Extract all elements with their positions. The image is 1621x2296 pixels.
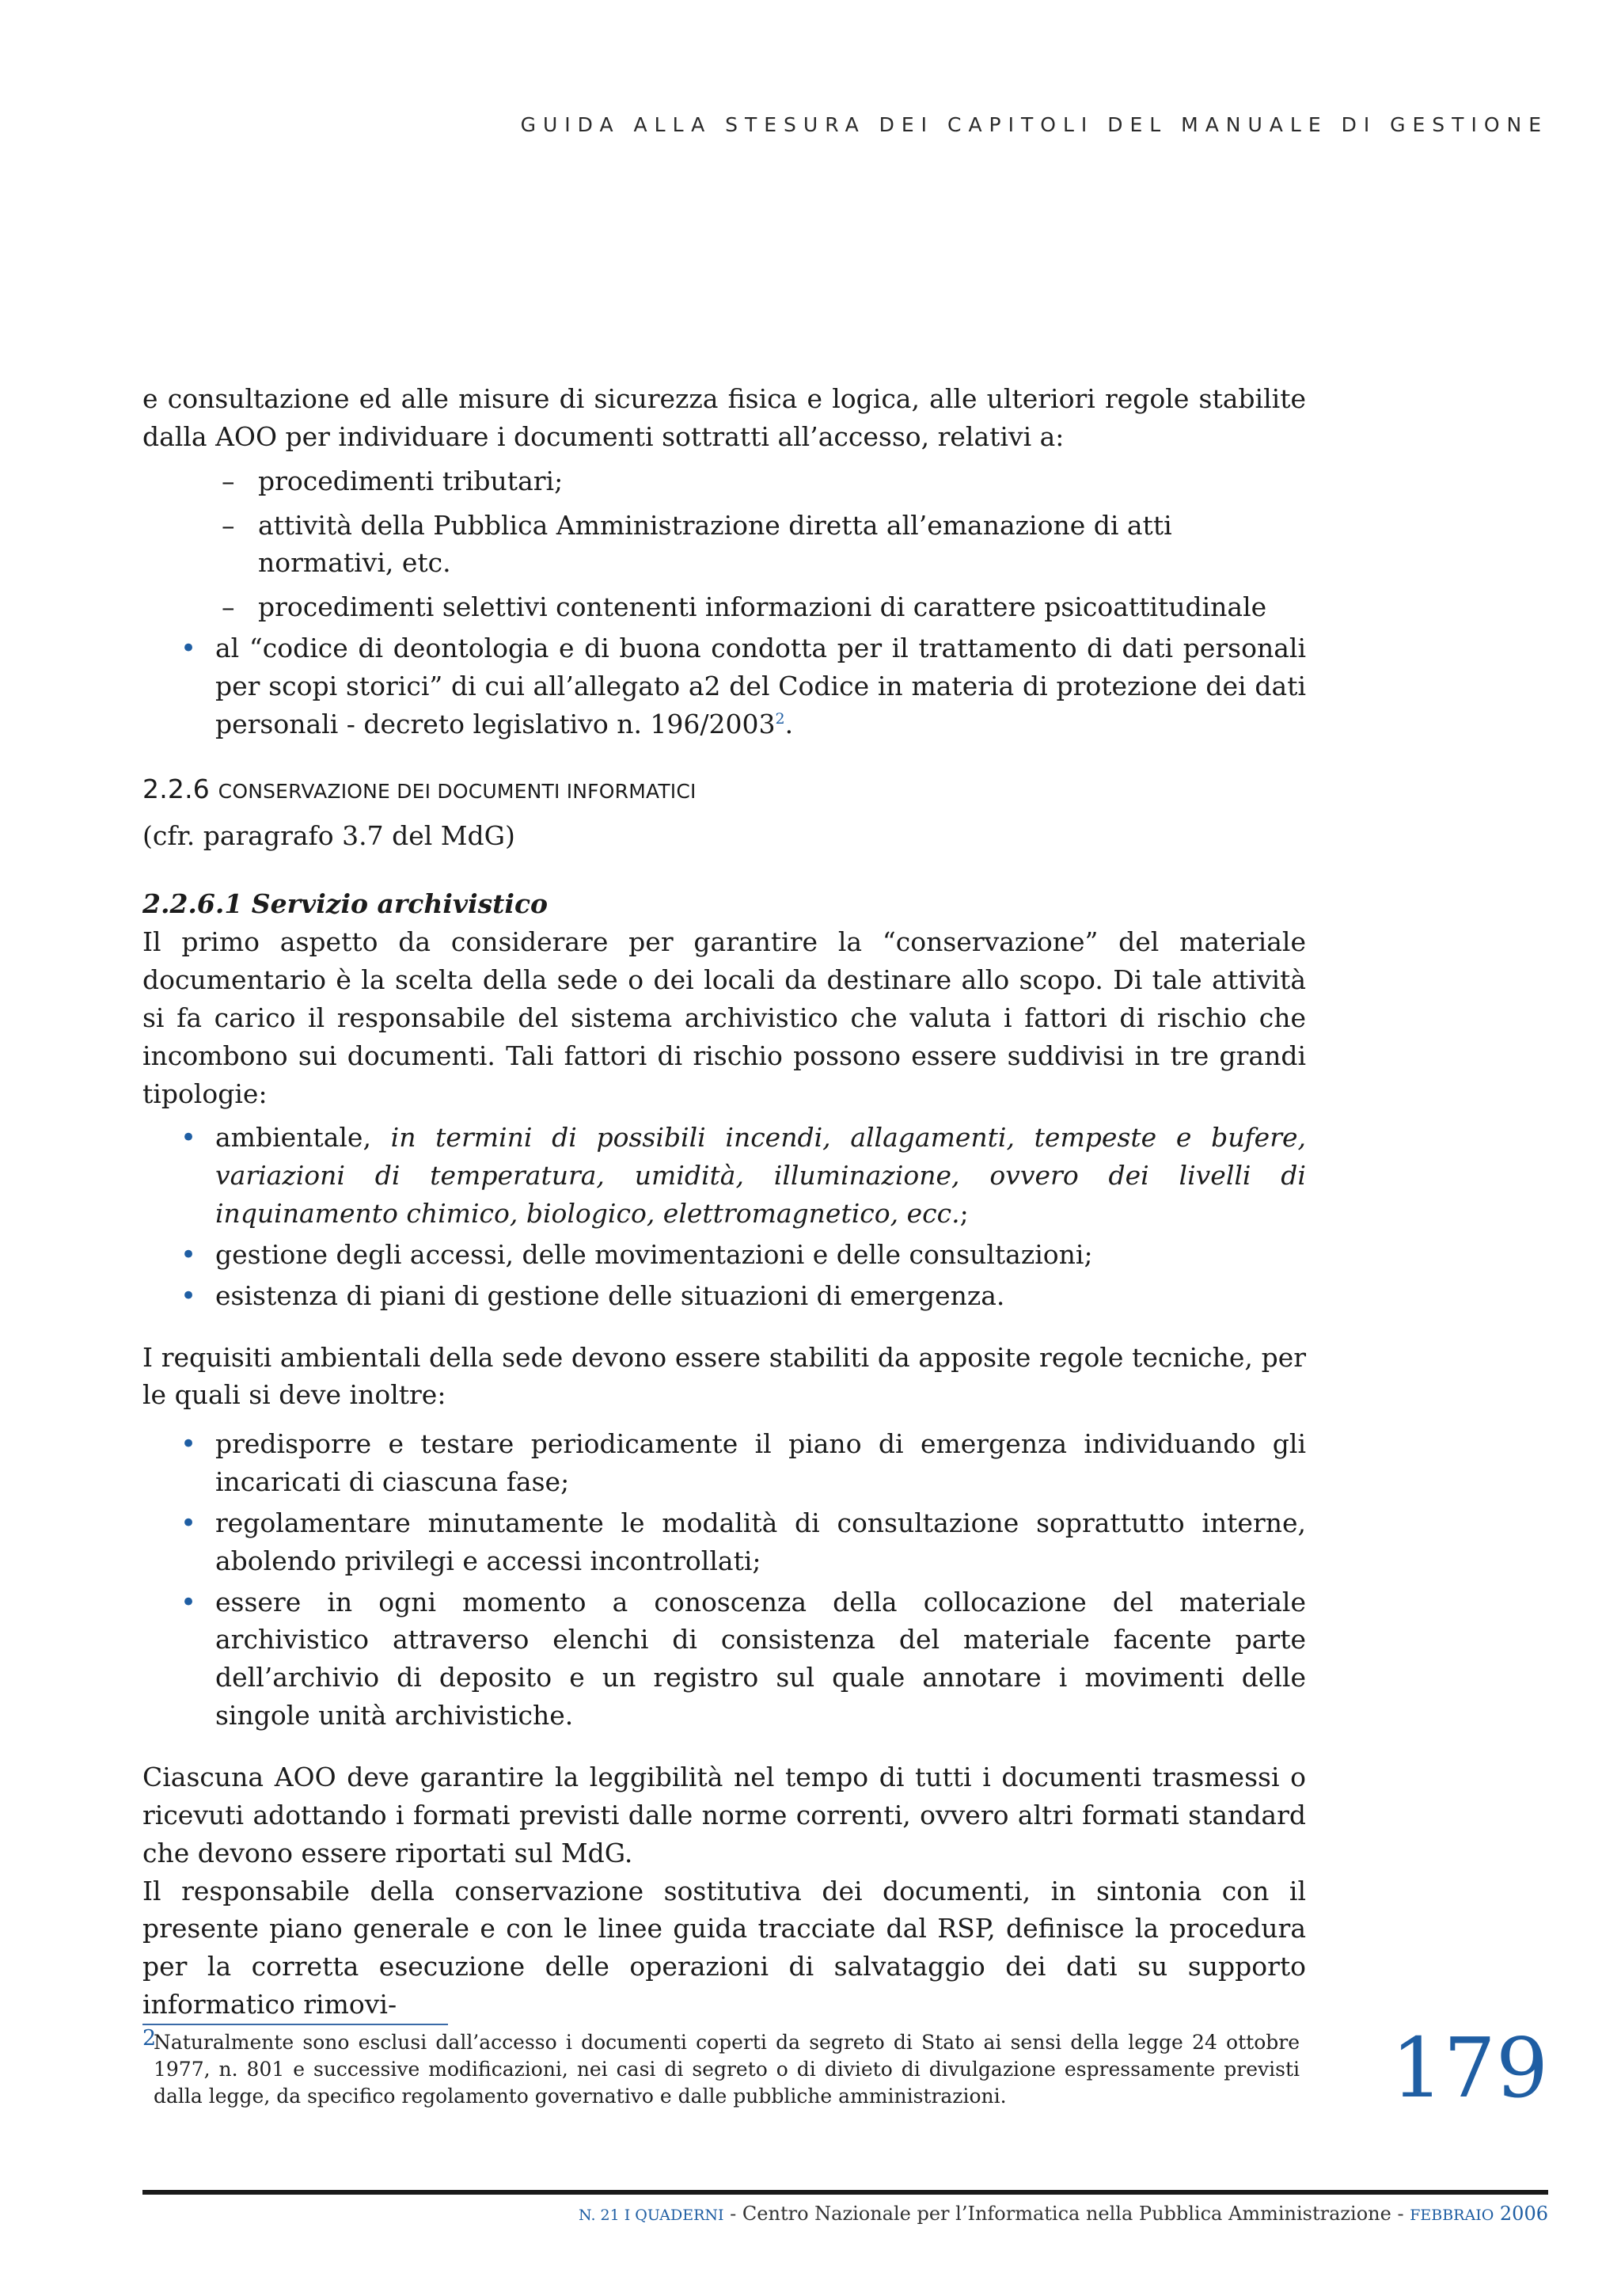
subsection-heading: 2.2.6.1 Servizio archivistico <box>142 888 549 920</box>
intro-paragraph: e consultazione ed alle misure di sicurezza fisica e logica, alle ulteriori regole stabilite dalla AOO per individuare i documenti sottratti all’accesso, relativi a: <box>142 383 1306 452</box>
bullet-item <box>142 1119 1306 1233</box>
bullet-tail: ; <box>959 1198 969 1230</box>
bullet-text: al “codice di deontologia e di buona condotta per il trattamento di dati personali per scopi storici” di cui all’allegato a2 del Codice in materia di protezione dei dati personali - decreto legislativo n. 196/2003 <box>215 633 1306 739</box>
footnote-text: Naturalmente sono esclusi dall’accesso i documenti coperti da segreto di Stato ai sensi della legge 24 ottobre 1977, n. 801 e successive modificazioni, nei casi di segreto o di divieto di divulgazione espressamente previsti dalla legge, da specifico regolamento governativo e dalle pubbliche amministrazioni. <box>154 2031 1300 2108</box>
dash-item: – attività della Pubblica Amministrazione diretta all’emanazione di atti normativi, etc. <box>142 507 1306 583</box>
bullet-text: regolamentare minutamente le modalità di consultazione soprattutto interne, abolendo privilegi e accessi incontrollati; <box>215 1507 1306 1576</box>
footer-issue: N. 21 I QUADERNI <box>579 2207 724 2224</box>
intro-bullet-list <box>142 629 1306 743</box>
bullet-item <box>142 1425 1306 1501</box>
dash-item: – procedimenti tributari; <box>142 462 1306 500</box>
footer-publisher: Centro Nazionale per l’Informatica nella Pubblica Amministrazione <box>742 2203 1391 2225</box>
footer-year: 2006 <box>1494 2203 1548 2225</box>
bullet-text: gestione degli accessi, delle movimentazioni e delle consultazioni; <box>215 1238 1093 1270</box>
bullet-item <box>142 1504 1306 1580</box>
requirements-list <box>142 1425 1306 1735</box>
bullet-text: essere in ogni momento a conoscenza della collocazione del materiale archivistico attraverso elenchi di consistenza del materiale facente parte dell’archivio di deposito e un registro sul quale annotare i movimenti delle singole unità archivistiche. <box>215 1586 1306 1732</box>
bullet-item <box>142 1277 1306 1315</box>
section-title: CONSERVAZIONE DEI DOCUMENTI INFORMATICI <box>218 779 697 803</box>
paragraph: I requisiti ambientali della sede devono essere stabiliti da apposite regole tecniche, per le quali si deve inoltre: <box>142 1341 1306 1411</box>
paragraph: Il responsabile della conservazione sostitutiva dei documenti, in sintonia con il presente piano generale e con le linee guida tracciate dal RSP, definisce la procedura per la corretta esecuzione delle operazioni di salvataggio dei dati su supporto informatico rimovi- <box>142 1875 1306 2020</box>
bullet-italic: in termini di possibili incendi, allagamenti, tempeste e bufere, variazioni di temperatura, umidità, illuminazione, ovvero dei livelli di inquinamento chimico, biologico, elettromagnetico, ecc. <box>215 1122 1306 1230</box>
footnote-mark: 2 <box>142 2026 157 2051</box>
footnote-divider <box>142 2024 448 2025</box>
bullet-text: esistenza di piani di gestione delle situazioni di emergenza. <box>215 1279 1005 1311</box>
bullet-dot-icon: • <box>180 1279 197 1312</box>
bullet-dot-icon: • <box>180 1428 197 1461</box>
bullet-dot-icon: • <box>180 1122 197 1154</box>
footer-month: FEBBRAIO <box>1410 2207 1494 2224</box>
bullet-item <box>142 1236 1306 1274</box>
footer-separator: - <box>1391 2203 1410 2225</box>
bullet-lead: ambientale, <box>215 1122 391 1154</box>
bullet-text: predisporre e testare periodicamente il piano di emergenza individuando gli incaricati di ciascuna fase; <box>215 1428 1306 1498</box>
footnote-reference[interactable]: 2 <box>775 709 785 728</box>
page-body <box>142 380 1306 2024</box>
paragraph: Il primo aspetto da considerare per garantire la “conservazione” del materiale documentario è la scelta della sede o dei locali da destinare allo scopo. Di tale attività si fa carico il responsabile del sistema archivistico che valuta i fattori di rischio che incombono sui documenti. Tali fattori di rischio possono essere suddivisi in tre grandi tipologie: <box>142 926 1306 1109</box>
paragraph: Ciascuna AOO deve garantire la leggibilità nel tempo di tutti i documenti trasmessi o ricevuti adottando i formati previsti dalle norme correnti, ovvero altri formati standard che devono essere riportati sul MdG. <box>142 1762 1306 1868</box>
footer-separator: - <box>723 2203 742 2225</box>
page-number: 179 <box>1391 2020 1548 2116</box>
dash-list <box>142 462 1306 626</box>
bullet-dot-icon: • <box>180 1238 197 1271</box>
bullet-item <box>142 1583 1306 1735</box>
footnote <box>142 2026 1300 2110</box>
risk-list <box>142 1119 1306 1314</box>
footer <box>579 2203 1548 2225</box>
bullet-dot-icon: • <box>180 1507 197 1539</box>
bullet-dot-icon: • <box>180 1586 197 1618</box>
dash-item: – procedimenti selettivi contenenti informazioni di carattere psicoattitudinale <box>142 588 1306 626</box>
section-heading <box>142 770 1306 808</box>
section-number: 2.2.6 <box>142 773 210 804</box>
bullet-dot-icon: • <box>180 633 197 665</box>
footer-divider <box>142 2190 1548 2195</box>
running-header: GUIDA ALLA STESURA DEI CAPITOLI DEL MANUALE DI GESTIONE <box>520 113 1548 136</box>
bullet-end: . <box>784 708 794 739</box>
cfr-note: (cfr. paragrafo 3.7 del MdG) <box>142 820 515 852</box>
bullet-item <box>142 629 1306 743</box>
